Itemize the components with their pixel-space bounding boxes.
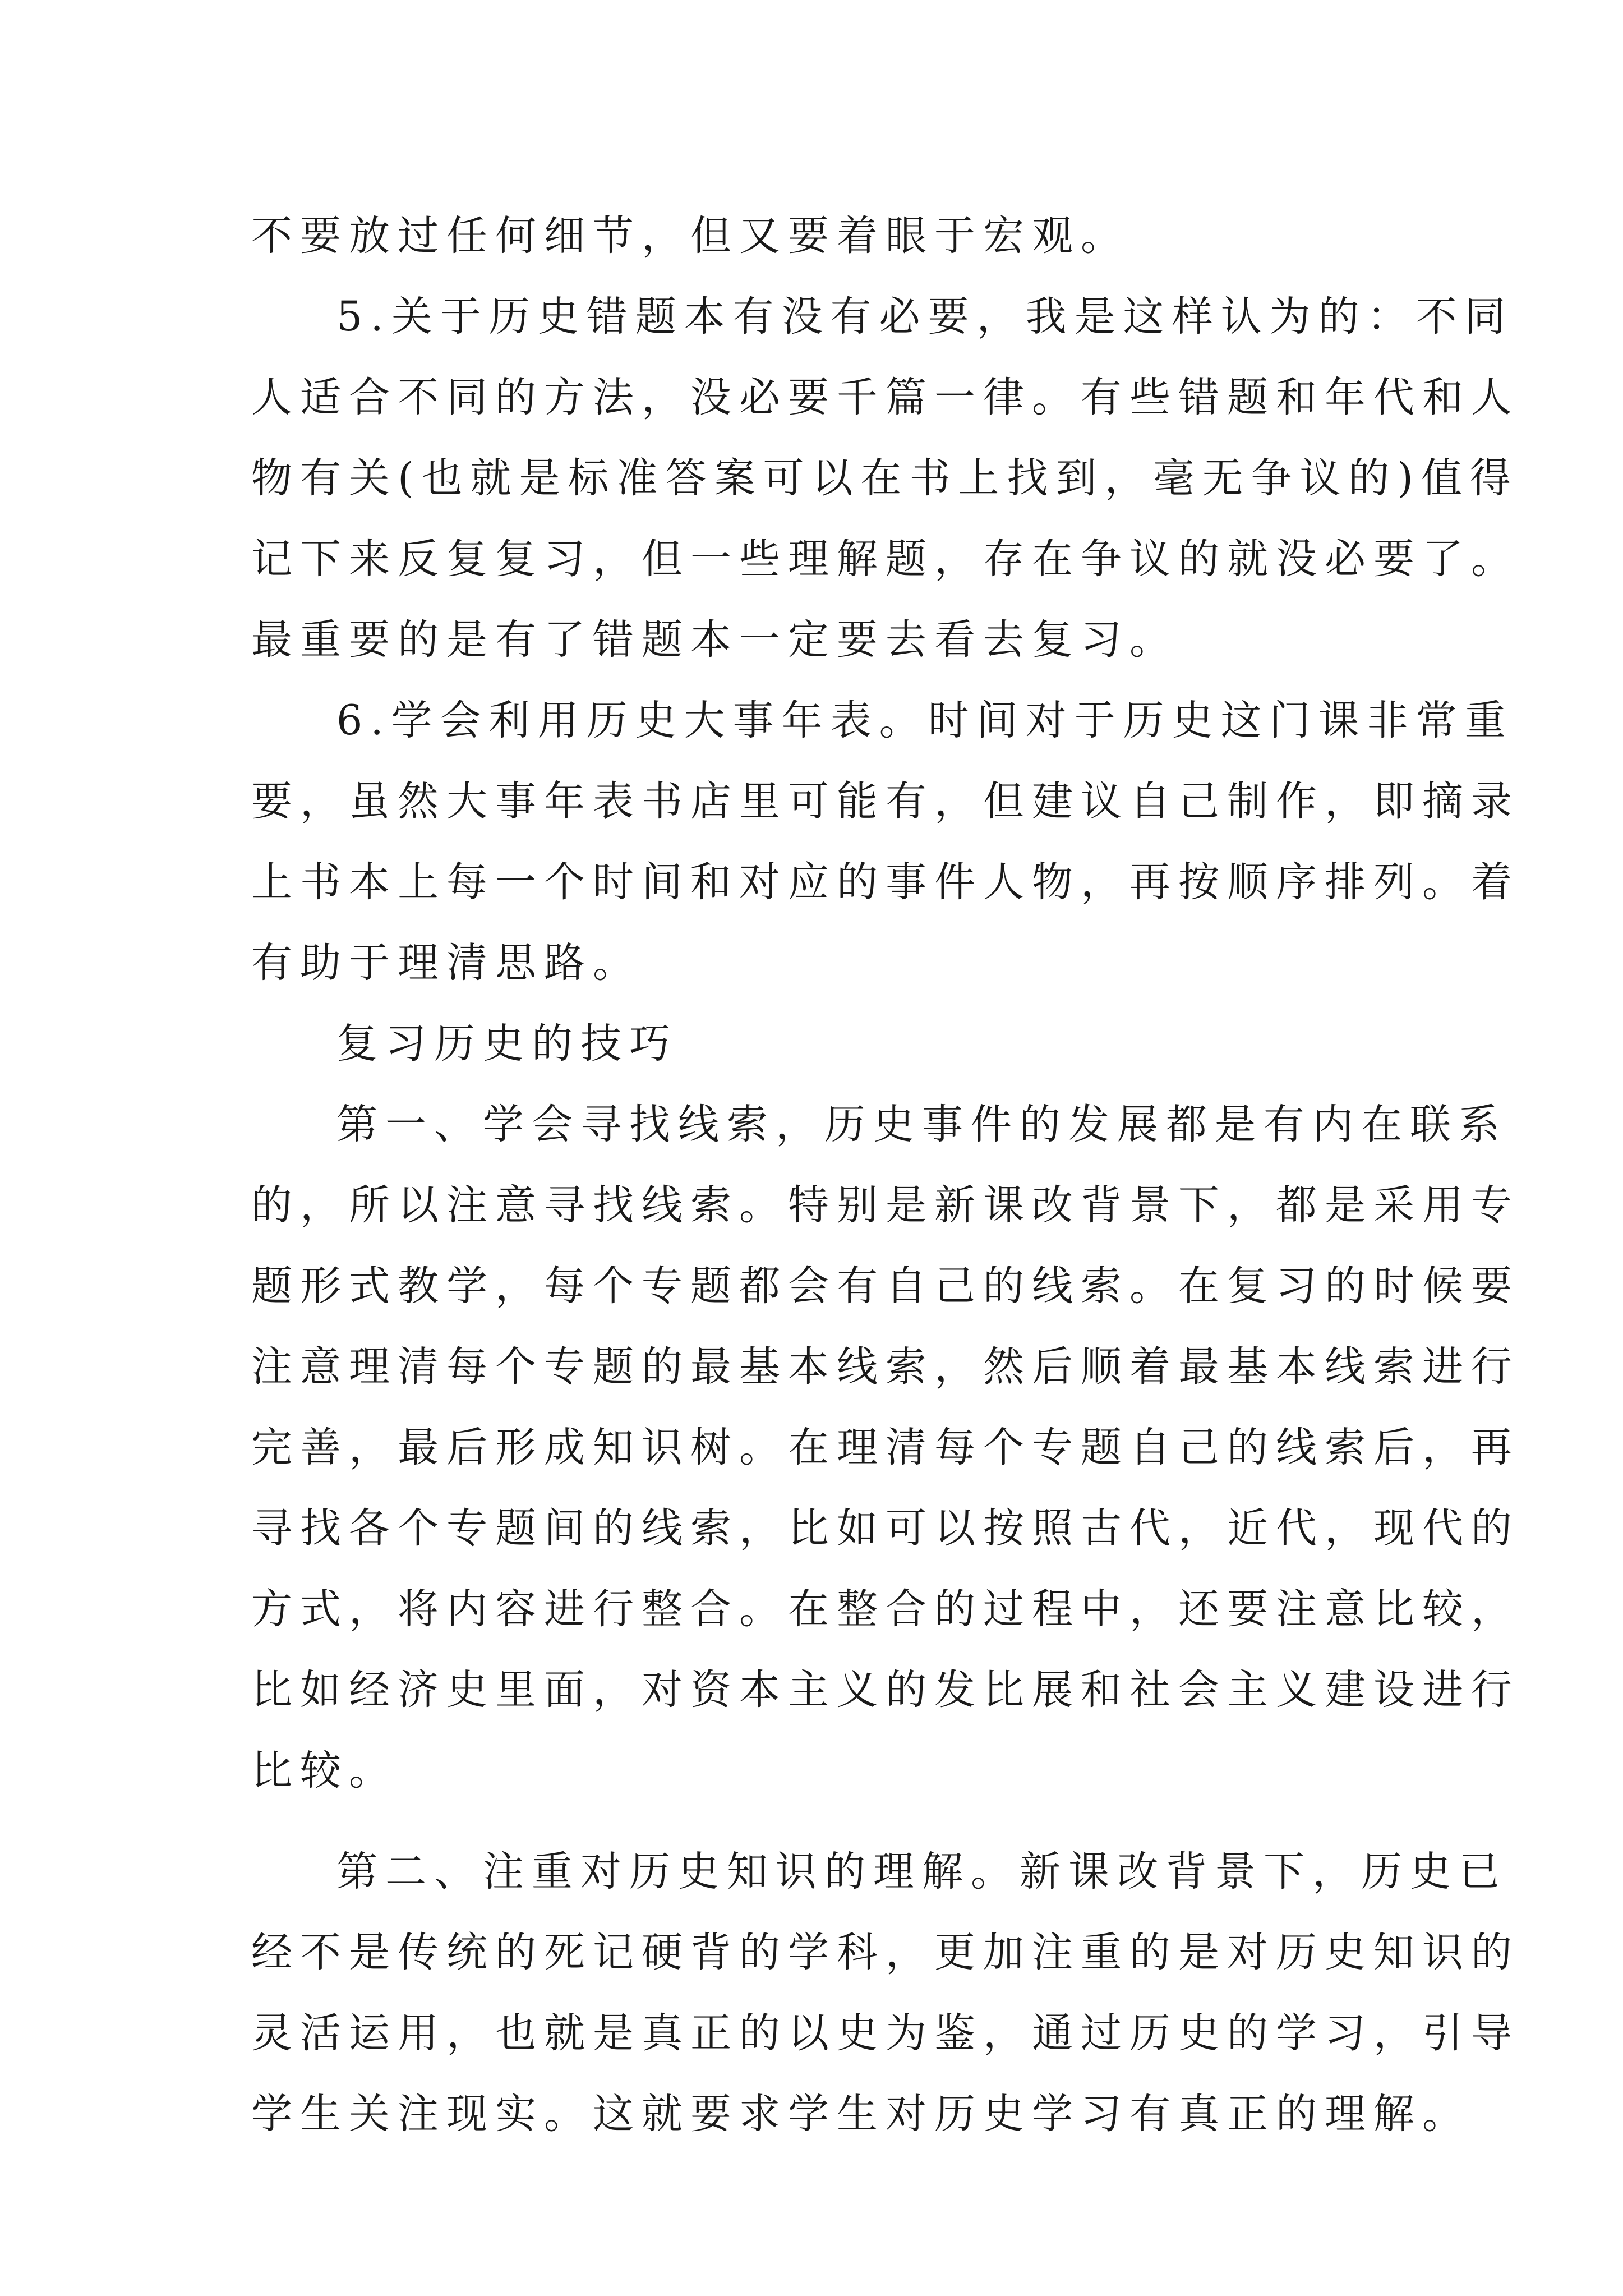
- text-line: 不要放过任何细节，但又要着眼于宏观。: [251, 212, 1129, 260]
- text-line: 最重要的是有了错题本一定要去看去复习。: [251, 616, 1178, 664]
- text-line: 经不是传统的死记硬背的学科，更加注重的是对历史知识的: [251, 1929, 1520, 1976]
- text-line: 上书本上每一个时间和对应的事件人物，再按顺序排列。着: [251, 858, 1520, 906]
- section-heading: 复习历史的技巧: [336, 1020, 678, 1068]
- text-line: 要，虽然大事年表书店里可能有，但建议自己制作，即摘录: [251, 777, 1520, 825]
- text-line: 物有关(也就是标准答案可以在书上找到，毫无争议的)值得: [251, 454, 1519, 502]
- text-line: 第一、学会寻找线索，历史事件的发展都是有内在联系: [336, 1101, 1507, 1148]
- text-line: 灵活运用，也就是真正的以史为鉴，通过历史的学习，引导: [251, 2009, 1520, 2057]
- text-line: 记下来反复复习，但一些理解题，存在争议的就没必要了。: [251, 535, 1520, 583]
- text-line: 方式，将内容进行整合。在整合的过程中，还要注意比较，: [251, 1585, 1520, 1633]
- text-line: 第二、注重对历史知识的理解。新课改背景下，历史已: [336, 1848, 1507, 1895]
- text-line: 人适合不同的方法，没必要千篇一律。有些错题和年代和人: [251, 374, 1520, 421]
- text-line: 完善，最后形成知识树。在理清每个专题自己的线索后，再: [251, 1424, 1520, 1471]
- text-line: 注意理清每个专题的最基本线索，然后顺着最基本线索进行: [251, 1343, 1520, 1391]
- text-line: 5.关于历史错题本有没有必要，我是这样认为的：不同: [336, 293, 1514, 341]
- text-line: 6.学会利用历史大事年表。时间对于历史这门课非常重: [336, 697, 1514, 744]
- text-line: 比较。: [251, 1747, 398, 1795]
- text-line: 比如经济史里面，对资本主义的发比展和社会主义建设进行: [251, 1666, 1520, 1714]
- text-line: 学生关注现实。这就要求学生对历史学习有真正的理解。: [251, 2090, 1471, 2138]
- text-line: 有助于理清思路。: [251, 939, 642, 987]
- text-line: 题形式教学，每个专题都会有自己的线索。在复习的时候要: [251, 1262, 1520, 1310]
- text-line: 的，所以注意寻找线索。特别是新课改背景下，都是采用专: [251, 1181, 1520, 1229]
- text-line: 寻找各个专题间的线索，比如可以按照古代，近代，现代的: [251, 1504, 1520, 1552]
